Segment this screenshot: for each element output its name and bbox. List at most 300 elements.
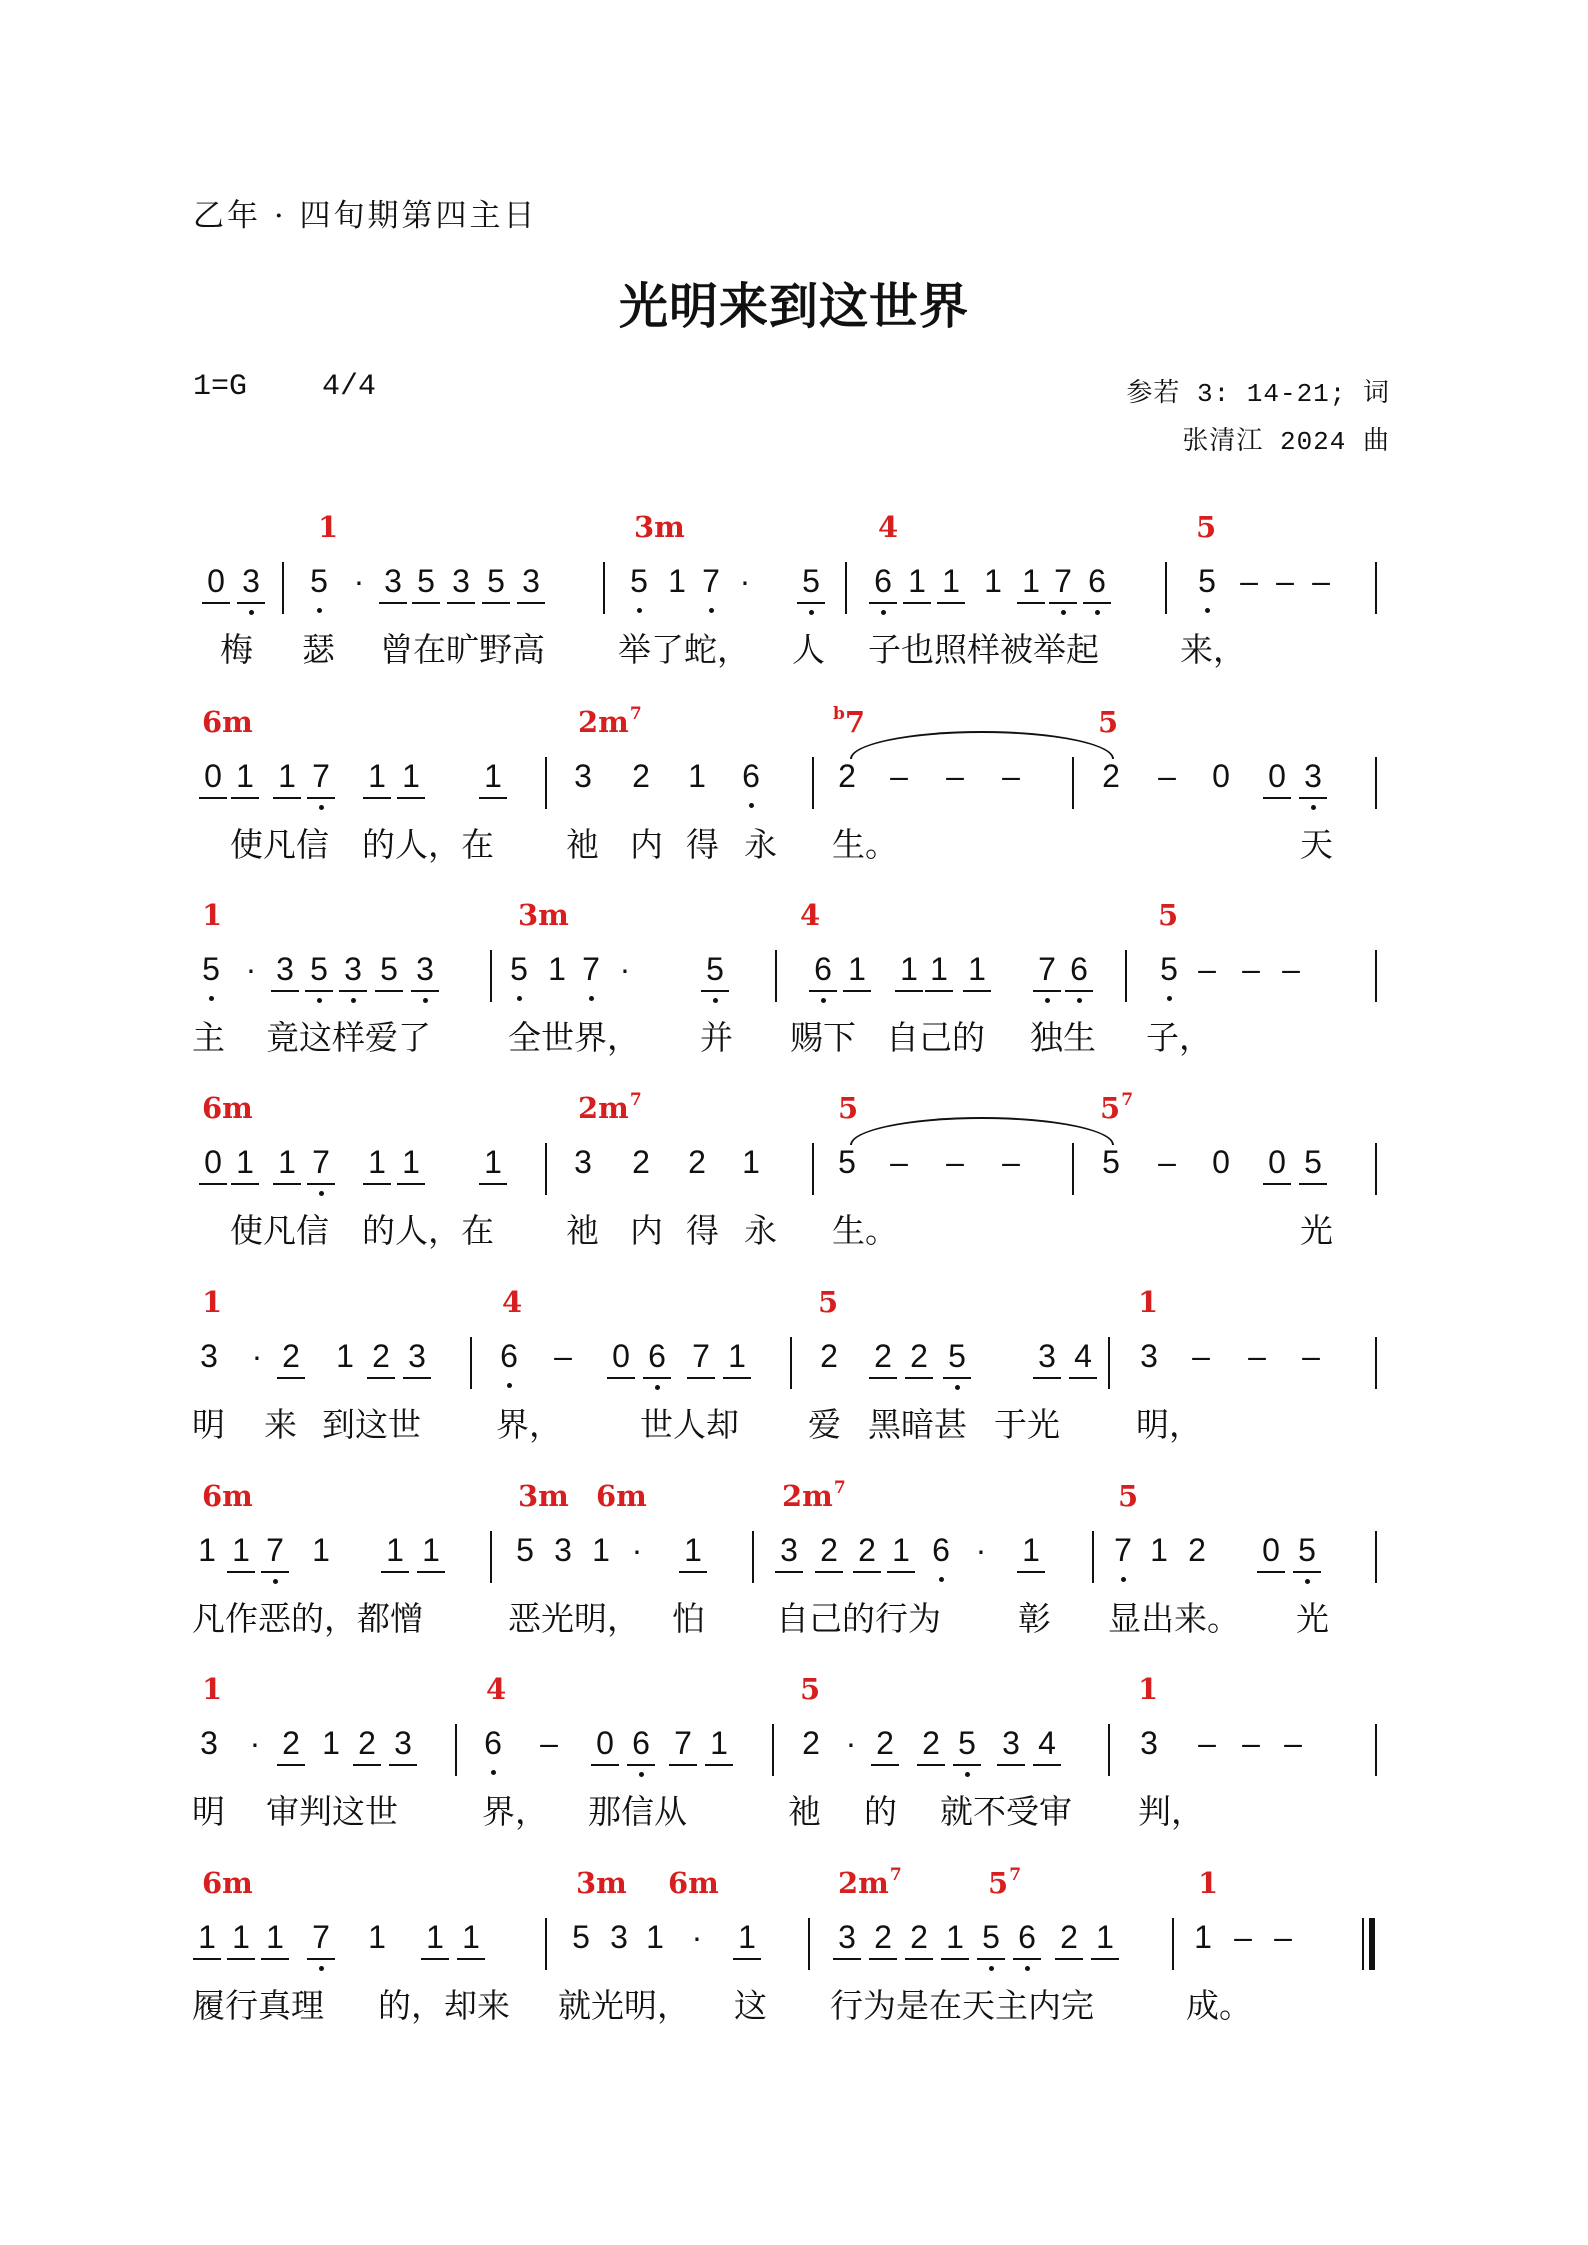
note: 7 — [310, 1143, 332, 1181]
lyric-syllable: 显出来。 — [1108, 1599, 1240, 1638]
time-signature: 4/4 — [322, 370, 377, 404]
chord-symbol: $5^7$ — [988, 1865, 1022, 1900]
note: 5 — [378, 950, 400, 988]
note: 2 — [802, 1725, 820, 1761]
note: 3 — [240, 562, 262, 600]
note: 1 — [276, 1143, 298, 1181]
note: 5 — [956, 1724, 978, 1762]
song-title: 光明来到这世界 — [618, 278, 969, 335]
note: 3 — [778, 1531, 800, 1569]
note: 3 — [342, 950, 364, 988]
extension-dash: – — [890, 1144, 908, 1180]
note: 1 — [944, 1918, 966, 1956]
note: 6 — [482, 1724, 504, 1762]
barline — [772, 1724, 774, 1776]
extension-dash: – — [1242, 951, 1260, 987]
note: 5 — [200, 950, 222, 988]
extension-dash: – — [554, 1338, 572, 1374]
lyric-syllable: 使凡信 — [230, 825, 329, 864]
barline — [455, 1724, 457, 1776]
augmentation-dot: · — [619, 951, 631, 987]
note: 0 — [610, 1337, 632, 1375]
extension-dash: – — [946, 1144, 964, 1180]
note: 3 — [200, 1338, 218, 1374]
lyric-syllable: 永 — [744, 825, 777, 864]
note: 5 — [415, 562, 437, 600]
note: 3 — [392, 1724, 414, 1762]
score-system — [0, 1479, 1588, 1659]
note: 6 — [1016, 1918, 1038, 1956]
augmentation-dot: · — [245, 951, 257, 987]
augmentation-dot: · — [353, 563, 365, 599]
note: 7 — [1052, 562, 1074, 600]
chord-symbol: 6m — [668, 1866, 719, 1900]
barline — [752, 1531, 754, 1583]
note: 5 — [572, 1919, 590, 1955]
chord-symbol: $2m^7$ — [782, 1478, 846, 1513]
chord-symbol: $^b$7 — [833, 704, 866, 739]
chord-symbol: 1 — [1198, 1866, 1219, 1900]
note: 1 — [1094, 1918, 1116, 1956]
lyric-syllable: 黑暗甚 — [868, 1405, 967, 1444]
note: 0 — [1212, 758, 1230, 794]
note: 5 — [308, 562, 330, 600]
note: 6 — [630, 1724, 652, 1762]
barline — [808, 1918, 810, 1970]
lyric-syllable: 就不受审 — [940, 1792, 1072, 1831]
note: 2 — [872, 1337, 894, 1375]
chord-symbol: 1 — [1138, 1672, 1159, 1706]
barline — [812, 1143, 814, 1195]
barline — [790, 1337, 792, 1389]
barline — [812, 757, 814, 809]
lyric-syllable: 判， — [1138, 1792, 1204, 1831]
lyric-syllable: 赐下 — [790, 1018, 856, 1057]
extension-dash: – — [1276, 563, 1294, 599]
chord-symbol: 1 — [1138, 1285, 1159, 1319]
score-system — [0, 1285, 1588, 1465]
augmentation-dot: · — [251, 1338, 263, 1374]
note: 7 — [672, 1724, 694, 1762]
note: 2 — [1188, 1532, 1206, 1568]
lyric-syllable: 那信从 — [588, 1792, 687, 1831]
lyric-syllable: 祂 — [566, 1211, 599, 1250]
lyric-syllable: 明， — [1136, 1405, 1202, 1444]
note: 6 — [872, 562, 894, 600]
lyric-syllable: 全世界， — [508, 1018, 640, 1057]
note: 1 — [276, 757, 298, 795]
lyric-syllable: 得 — [686, 825, 719, 864]
chord-symbol: $2m^7$ — [838, 1865, 902, 1900]
note: 1 — [482, 1143, 504, 1181]
chord-symbol: 5 — [1098, 705, 1119, 739]
note: 2 — [920, 1724, 942, 1762]
note: 3 — [1302, 757, 1324, 795]
note: 3 — [836, 1918, 858, 1956]
chord-symbol: $2m^7$ — [578, 704, 642, 739]
score-system — [0, 1866, 1588, 2046]
note: 1 — [230, 1531, 252, 1569]
extension-dash: – — [1198, 951, 1216, 987]
note: 7 — [700, 562, 722, 600]
lyric-syllable: 的人，在 — [362, 1211, 494, 1250]
chord-symbol: 6m — [202, 1866, 253, 1900]
note: 6 — [498, 1337, 520, 1375]
note: 1 — [928, 950, 950, 988]
note: 4 — [1036, 1724, 1058, 1762]
note: 2 — [818, 1531, 840, 1569]
note: 5 — [980, 1918, 1002, 1956]
note: 1 — [264, 1918, 286, 1956]
lyric-syllable: 独生 — [1030, 1018, 1096, 1057]
lyric-syllable: 审判这世 — [266, 1792, 398, 1831]
note: 1 — [668, 563, 686, 599]
extension-dash: – — [1284, 1725, 1302, 1761]
note: 3 — [520, 562, 542, 600]
note: 5 — [1196, 562, 1218, 600]
barline — [1375, 1337, 1377, 1389]
extension-dash: – — [1158, 1144, 1176, 1180]
note: 7 — [310, 1918, 332, 1956]
augmentation-dot: · — [249, 1725, 261, 1761]
lyric-syllable: 到这世 — [322, 1405, 421, 1444]
barline — [1072, 1143, 1074, 1195]
extension-dash: – — [1302, 1338, 1320, 1374]
note: 4 — [1072, 1337, 1094, 1375]
lyric-syllable: 世人却 — [640, 1405, 739, 1444]
chord-symbol: 5 — [1196, 510, 1217, 544]
lyric-syllable: 履行真理 — [192, 1986, 324, 2025]
lyric-syllable: 行为是在天主内完 — [830, 1986, 1094, 2025]
final-barline — [1362, 1918, 1373, 1970]
note: 2 — [908, 1337, 930, 1375]
note: 1 — [1194, 1919, 1212, 1955]
lyric-syllable: 凡作恶的，都憎 — [192, 1599, 423, 1638]
note: 6 — [740, 757, 762, 795]
extension-dash: – — [1248, 1338, 1266, 1374]
lyric-syllable: 祂 — [566, 825, 599, 864]
note: 6 — [930, 1531, 952, 1569]
lyric-syllable: 使凡信 — [230, 1211, 329, 1250]
lyric-syllable: 的 — [864, 1792, 897, 1831]
chord-symbol: 5 — [800, 1672, 821, 1706]
chord-symbol: 5 — [838, 1091, 859, 1125]
note: 2 — [874, 1724, 896, 1762]
note: 1 — [368, 1919, 386, 1955]
extension-dash: – — [890, 758, 908, 794]
note: 1 — [966, 950, 988, 988]
chord-symbol: 6m — [202, 1479, 253, 1513]
note: 1 — [482, 757, 504, 795]
lyric-syllable: 内 — [630, 1211, 663, 1250]
chord-symbol: 4 — [486, 1672, 507, 1706]
lyric-syllable: 怕 — [672, 1599, 705, 1638]
lyric-syllable: 天 — [1300, 825, 1333, 864]
score-system — [0, 510, 1588, 690]
lyric-syllable: 就光明， — [558, 1986, 690, 2025]
lyric-syllable: 界， — [496, 1405, 562, 1444]
barline — [470, 1337, 472, 1389]
lyric-syllable: 瑟 — [302, 630, 335, 669]
extension-dash: – — [540, 1725, 558, 1761]
note: 2 — [632, 758, 650, 794]
lyric-syllable: 人 — [792, 630, 825, 669]
extension-dash: – — [1198, 1725, 1216, 1761]
note: 5 — [800, 562, 822, 600]
lyric-syllable: 来 — [264, 1405, 297, 1444]
note: 3 — [406, 1337, 428, 1375]
note: 5 — [1302, 1143, 1324, 1181]
barline — [775, 950, 777, 1002]
note: 1 — [906, 562, 928, 600]
note: 6 — [1086, 562, 1108, 600]
tie-arc — [850, 1117, 1114, 1145]
lyric-syllable: 光 — [1300, 1211, 1333, 1250]
barline — [1375, 1531, 1377, 1583]
note: 7 — [690, 1337, 712, 1375]
lyric-syllable: 梅 — [220, 630, 253, 669]
note: 2 — [856, 1531, 878, 1569]
extension-dash: – — [1002, 758, 1020, 794]
note: 5 — [308, 950, 330, 988]
note: 1 — [420, 1531, 442, 1569]
note: 1 — [898, 950, 920, 988]
chord-symbol: 6m — [202, 1091, 253, 1125]
liturgical-occasion: 乙年 · 四旬期第四主日 — [193, 198, 538, 234]
note: 1 — [198, 1532, 216, 1568]
lyric-syllable: 生。 — [832, 825, 898, 864]
note: 2 — [1058, 1918, 1080, 1956]
lyric-syllable: 子， — [1146, 1018, 1212, 1057]
lyric-syllable: 内 — [630, 825, 663, 864]
note: 2 — [688, 1144, 706, 1180]
lyric-syllable: 爱 — [808, 1405, 841, 1444]
note: 1 — [366, 1143, 388, 1181]
note: 5 — [946, 1337, 968, 1375]
barline — [1375, 1143, 1377, 1195]
note: 7 — [310, 757, 332, 795]
extension-dash: – — [946, 758, 964, 794]
note: 5 — [1296, 1531, 1318, 1569]
note: 3 — [1036, 1337, 1058, 1375]
note: 3 — [610, 1919, 628, 1955]
lyric-syllable: 曾在旷野高 — [380, 630, 545, 669]
barline — [1092, 1531, 1094, 1583]
augmentation-dot: · — [691, 1919, 703, 1955]
extension-dash: – — [1282, 951, 1300, 987]
composer-credit: 张清江 2024 曲 — [1182, 427, 1390, 457]
lyric-syllable: 生。 — [832, 1211, 898, 1250]
note: 1 — [230, 1918, 252, 1956]
note: 1 — [890, 1531, 912, 1569]
augmentation-dot: · — [975, 1532, 987, 1568]
note: 2 — [280, 1724, 302, 1762]
note: 5 — [508, 950, 530, 988]
note: 1 — [682, 1531, 704, 1569]
lyric-syllable: 恶光明， — [508, 1599, 640, 1638]
note: 1 — [400, 757, 422, 795]
score-system — [0, 705, 1588, 885]
note: 3 — [414, 950, 436, 988]
barline — [545, 757, 547, 809]
note: 1 — [336, 1338, 354, 1374]
lyric-syllable: 得 — [686, 1211, 719, 1250]
lyric-syllable: 子也照样被举起 — [868, 630, 1099, 669]
note: 0 — [202, 757, 224, 795]
extension-dash: – — [1192, 1338, 1210, 1374]
note: 5 — [516, 1532, 534, 1568]
note: 2 — [370, 1337, 392, 1375]
note: 6 — [646, 1337, 668, 1375]
note: 3 — [574, 1144, 592, 1180]
barline — [1108, 1724, 1110, 1776]
barline — [1072, 757, 1074, 809]
note: 1 — [234, 757, 256, 795]
note: 0 — [1260, 1531, 1282, 1569]
note: 1 — [460, 1918, 482, 1956]
lyric-syllable: 来， — [1180, 630, 1246, 669]
lyric-syllable: 界， — [482, 1792, 548, 1831]
note: 5 — [704, 950, 726, 988]
score-system — [0, 898, 1588, 1078]
chord-symbol: 5 — [818, 1285, 839, 1319]
lyric-syllable: 自己的行为 — [776, 1599, 941, 1638]
extension-dash: – — [1274, 1919, 1292, 1955]
note: 3 — [1140, 1725, 1158, 1761]
lyric-syllable: 自己的 — [886, 1018, 985, 1057]
note: 1 — [592, 1532, 610, 1568]
extension-dash: – — [1240, 563, 1258, 599]
note: 3 — [1140, 1338, 1158, 1374]
note: 0 — [594, 1724, 616, 1762]
note: 0 — [1212, 1144, 1230, 1180]
barline — [490, 1531, 492, 1583]
note: 5 — [1158, 950, 1180, 988]
note: 3 — [200, 1725, 218, 1761]
barline — [282, 562, 284, 614]
extension-dash: – — [1234, 1919, 1252, 1955]
tie-arc — [850, 731, 1114, 759]
note: 3 — [274, 950, 296, 988]
lyric-syllable: 于光 — [994, 1405, 1060, 1444]
chord-symbol: 4 — [502, 1285, 523, 1319]
chord-symbol: 5 — [1158, 898, 1179, 932]
barline — [545, 1918, 547, 1970]
note: 1 — [548, 951, 566, 987]
extension-dash: – — [1158, 758, 1176, 794]
key-signature: 1=G — [193, 370, 248, 404]
lyric-syllable: 主 — [192, 1018, 225, 1057]
lyric-syllable: 举了蛇， — [618, 630, 750, 669]
lyricist-credit: 参若 3: 14-21; 词 — [1126, 379, 1390, 409]
note: 7 — [1112, 1531, 1134, 1569]
barline — [1375, 1724, 1377, 1776]
chord-symbol: 4 — [800, 898, 821, 932]
note: 7 — [580, 950, 602, 988]
note: 1 — [366, 757, 388, 795]
lyric-syllable: 成。 — [1186, 1986, 1252, 2025]
note: 5 — [628, 562, 650, 600]
lyric-syllable: 的，却来 — [378, 1986, 510, 2025]
note: 1 — [940, 562, 962, 600]
note: 2 — [820, 1338, 838, 1374]
lyric-syllable: 光 — [1296, 1599, 1329, 1638]
barline — [545, 1143, 547, 1195]
lyric-syllable: 明 — [192, 1405, 225, 1444]
augmentation-dot: · — [845, 1725, 857, 1761]
chord-symbol: 4 — [878, 510, 899, 544]
note: 2 — [356, 1724, 378, 1762]
note: 3 — [554, 1532, 572, 1568]
augmentation-dot: · — [631, 1532, 643, 1568]
lyric-syllable: 彰 — [1018, 1599, 1051, 1638]
chord-symbol: 3m — [634, 510, 685, 544]
barline — [490, 950, 492, 1002]
note: 1 — [742, 1144, 760, 1180]
chord-symbol: 6m — [202, 705, 253, 739]
note: 1 — [234, 1143, 256, 1181]
note: 1 — [322, 1725, 340, 1761]
chord-symbol: 1 — [202, 898, 223, 932]
note: 3 — [450, 562, 472, 600]
note: 2 — [908, 1918, 930, 1956]
extension-dash: – — [1312, 563, 1330, 599]
score-system — [0, 1672, 1588, 1852]
note: 0 — [1266, 757, 1288, 795]
note: 0 — [1266, 1143, 1288, 1181]
chord-symbol: 5 — [1118, 1479, 1139, 1513]
chord-symbol: $2m^7$ — [578, 1090, 642, 1125]
chord-symbol: $5^7$ — [1100, 1090, 1134, 1125]
note: 1 — [400, 1143, 422, 1181]
barline — [1375, 757, 1377, 809]
note: 1 — [736, 1918, 758, 1956]
lyric-syllable: 并 — [700, 1018, 733, 1057]
note: 1 — [984, 563, 1002, 599]
barline — [1375, 562, 1377, 614]
note: 1 — [646, 1919, 664, 1955]
lyric-syllable: 的人，在 — [362, 825, 494, 864]
note: 1 — [1020, 562, 1042, 600]
note: 2 — [280, 1337, 302, 1375]
chord-symbol: 6m — [596, 1479, 647, 1513]
chord-symbol: 1 — [202, 1285, 223, 1319]
note: 7 — [264, 1531, 286, 1569]
extension-dash: – — [1242, 1725, 1260, 1761]
barline — [1375, 950, 1377, 1002]
score-system — [0, 1091, 1588, 1271]
barline — [1125, 950, 1127, 1002]
barline — [1172, 1918, 1174, 1970]
chord-symbol: 3m — [518, 1479, 569, 1513]
barline — [603, 562, 605, 614]
note: 1 — [1150, 1532, 1168, 1568]
note: 1 — [688, 758, 706, 794]
note: 5 — [1102, 1144, 1120, 1180]
note: 2 — [632, 1144, 650, 1180]
note: 3 — [382, 562, 404, 600]
lyric-syllable: 明 — [192, 1792, 225, 1831]
lyric-syllable: 这 — [734, 1986, 767, 2025]
barline — [1165, 562, 1167, 614]
note: 1 — [424, 1918, 446, 1956]
note: 1 — [726, 1337, 748, 1375]
note: 7 — [1036, 950, 1058, 988]
note: 1 — [1020, 1531, 1042, 1569]
note: 5 — [485, 562, 507, 600]
note: 0 — [205, 562, 227, 600]
chord-symbol: 3m — [518, 898, 569, 932]
